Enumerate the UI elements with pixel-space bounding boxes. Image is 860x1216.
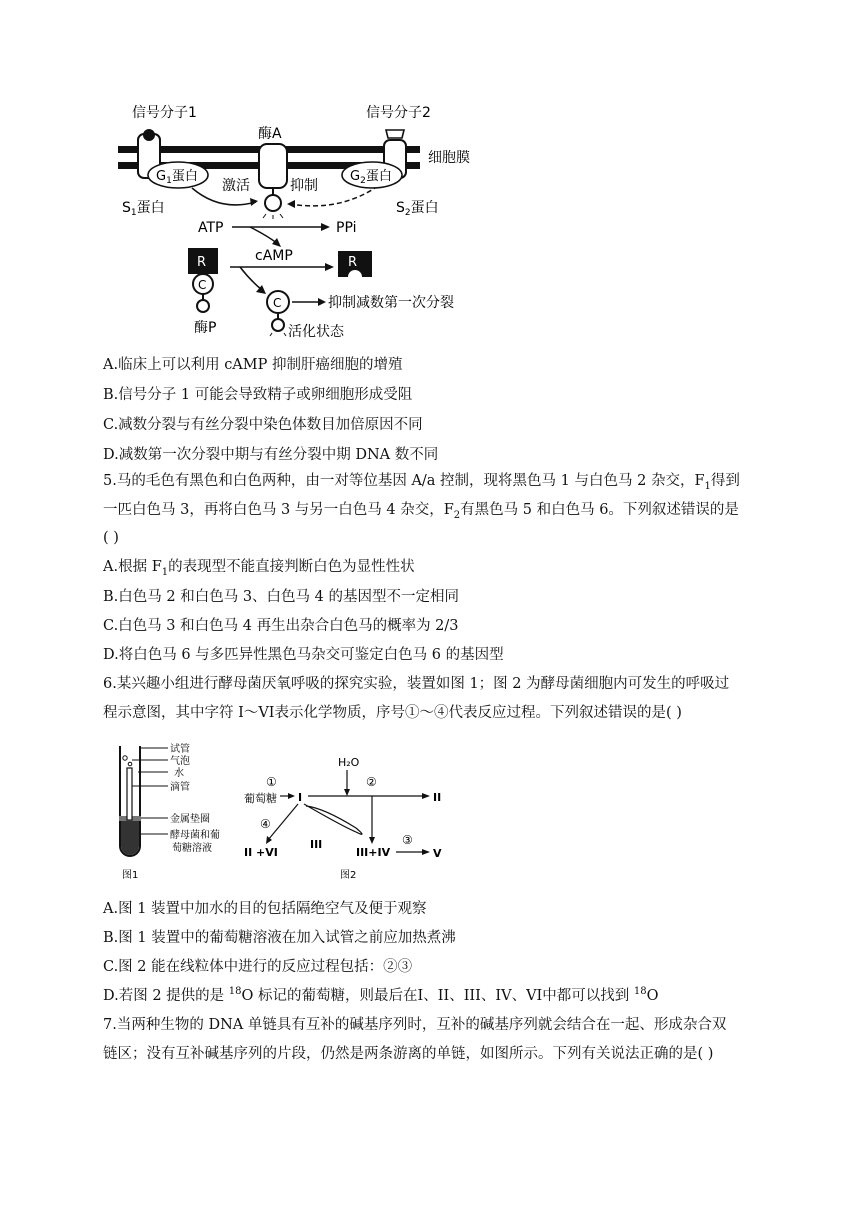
q6-stem-line1: 6.某兴趣小组进行酵母菌厌氧呼吸的探究实验，装置如图 1；图 2 为酵母菌细胞内可发生的呼吸过 — [103, 676, 730, 692]
q5-option-d: D.将白色马 6 与多匹异性黑色马杂交可鉴定白色马 6 的基因型 — [103, 647, 504, 663]
activate-label: 激活 — [222, 178, 250, 194]
q6-option-b: B.图 1 装置中的葡萄糖溶液在加入试管之前应加热煮沸 — [103, 930, 456, 946]
enzyme-p-label: 酶P — [194, 320, 217, 336]
signal2-molecule — [386, 130, 404, 138]
glucose-label: 葡萄糖 — [244, 792, 277, 805]
step1-label: ① — [266, 775, 277, 789]
q5-stem-line3: ( ) — [103, 530, 119, 546]
signal1-molecule — [143, 129, 155, 141]
membrane-label: 细胞膜 — [428, 150, 470, 166]
signal2-label: 信号分子2 — [366, 105, 431, 121]
q6-option-d: D.若图 2 提供的是 $^{18}$O 标记的葡萄糖，则最后在I、II、III、IV、VI中都可以找到 $^{18}$O — [103, 986, 659, 1004]
molecules-III-IV: III+IV — [356, 846, 391, 859]
ppi-label: PPi — [336, 220, 357, 236]
step4-label: ④ — [260, 817, 271, 831]
q7-stem-line1: 7.当两种生物的 DNA 单链具有互补的碱基序列时，互补的碱基序列就会结合在一起、形成杂合双 — [103, 1017, 727, 1033]
label-water: 水 — [174, 768, 184, 779]
atp-label: ATP — [198, 220, 224, 236]
arrow-I-to-II-VI — [268, 804, 298, 840]
camp-label: cAMP — [255, 248, 293, 264]
molecule-II: II — [433, 791, 442, 804]
fig2-respiration — [244, 756, 464, 884]
free-r-label: R — [348, 255, 358, 270]
q4-option-c: C.减数分裂与有丝分裂中染色体数目加倍原因不同 — [103, 417, 423, 433]
g2-label: $G_2$蛋白 — [350, 169, 392, 186]
s2-label: $S_2$蛋白 — [396, 200, 439, 218]
c-label: C — [198, 278, 207, 292]
step2-label: ② — [366, 775, 377, 789]
q4-option-b: B.信号分子 1 可能会导致精子或卵细胞形成受阻 — [103, 387, 413, 403]
active-c-label: C — [273, 296, 282, 310]
h2o-label: H₂O — [338, 756, 360, 769]
q4-option-d: D.减数第一次分裂中期与有丝分裂中期 DNA 数不同 — [103, 447, 439, 463]
q5-option-a: A.根据 $F_1$的表现型不能直接判断白色为显性性状 — [103, 559, 415, 578]
q7-stem-line2: 链区；没有互补碱基序列的片段，仍然是两条游离的单链，如图所示。下列有关说法正确的是( ) — [103, 1046, 714, 1062]
molecules-II-VI: II +VI — [244, 846, 278, 859]
fig2-caption: 图2 — [340, 870, 357, 881]
q6-stem-line2: 程示意图，其中字符 I～VI表示化学物质，序号①～④代表反应过程。下列叙述错误的是( ) — [103, 705, 682, 721]
r-label: R — [197, 255, 207, 270]
q5-stem-line2: 一匹白色马 3，再将白色马 3 与另一白色马 4 杂交，$F_2$有黑色马 5 和白色马 6。下列叙述错误的是 — [103, 502, 739, 521]
signal1-label: 信号分子1 — [132, 105, 197, 121]
inhibit-meiosis-label: 抑制减数第一次分裂 — [328, 295, 454, 311]
enzyme-a-label: 酶A — [258, 126, 282, 142]
label-yeast-1: 酵母菌和葡 — [170, 830, 220, 841]
q6-option-c: C.图 2 能在线粒体中进行的反应过程包括：②③ — [103, 959, 413, 975]
active-state-label: 活化状态 — [288, 324, 344, 340]
loop-III — [304, 804, 362, 834]
s1-label: $S_1$蛋白 — [122, 200, 165, 218]
q6-option-a: A.图 1 装置中加水的目的包括隔绝空气及便于观察 — [103, 901, 427, 917]
q4-option-a: A.临床上可以利用 cAMP 抑制肝癌细胞的增殖 — [103, 357, 403, 373]
yeast-solution — [121, 820, 139, 846]
q5-stem-line1: 5.马的毛色有黑色和白色两种，由一对等位基因 A/a 控制，现将黑色马 1 与白色马 2 杂交，$F_1$得到 — [103, 473, 740, 492]
step3-label: ③ — [402, 833, 413, 847]
label-test-tube: 试管 — [170, 744, 190, 755]
label-bubble: 气泡 — [170, 756, 190, 767]
enzyme-a-site — [265, 195, 281, 211]
molecule-III: III — [310, 838, 323, 851]
label-metal-washer: 金属垫圈 — [170, 814, 210, 825]
label-yeast-2: 萄糖溶液 — [172, 843, 212, 854]
bubble — [123, 756, 127, 760]
label-dropper: 滴管 — [170, 782, 190, 793]
g1-label: $G_1$蛋白 — [156, 169, 198, 186]
fig1-caption: 图1 — [122, 870, 139, 881]
enzyme-a — [259, 144, 287, 188]
inhibit-label: 抑制 — [290, 178, 318, 194]
fig1-apparatus — [108, 742, 238, 882]
signal-pathway-figure — [110, 100, 485, 345]
q5-option-b: B.白色马 2 和白色马 3、白色马 4 的基因型不一定相同 — [103, 589, 459, 605]
molecule-I: I — [298, 791, 303, 804]
molecule-V: V — [433, 847, 442, 860]
q5-option-c: C.白色马 3 和白色马 4 再生出杂合白色马的概率为 2/3 — [103, 618, 459, 634]
dropper — [127, 768, 132, 820]
